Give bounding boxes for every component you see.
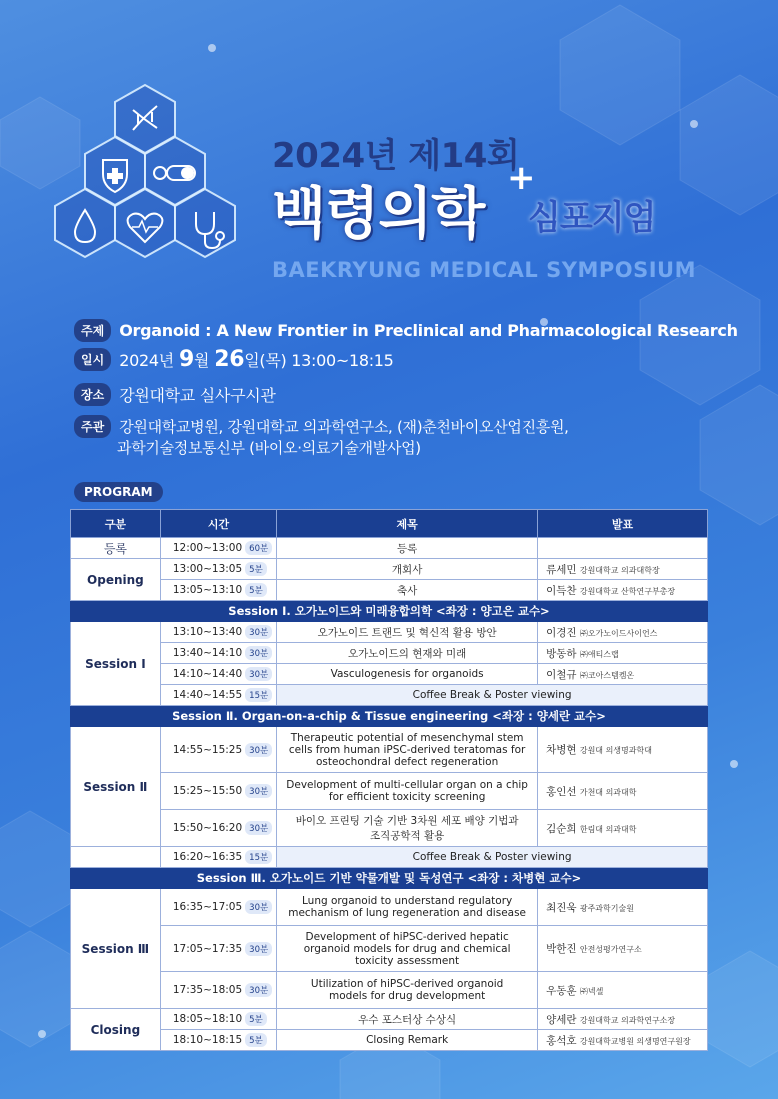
medical-icon-cluster <box>40 82 280 282</box>
presenter-affiliation: ㈜애티스랩 <box>579 649 619 659</box>
presenter-name: 홍인선 <box>546 785 577 798</box>
duration-badge: 30분 <box>245 784 272 798</box>
time-cell <box>160 538 276 559</box>
presenter-cell <box>538 889 708 926</box>
presenter-cell <box>538 1030 708 1051</box>
time-cell <box>160 643 276 664</box>
duration-badge: 30분 <box>245 743 272 757</box>
group-cell: Session Ⅲ <box>71 889 161 1009</box>
title-line: for efficient toxicity screening <box>328 791 486 803</box>
presenter-affiliation: 가천대 의과대학 <box>579 787 637 797</box>
title-year: 2024년 제14회 <box>272 136 520 176</box>
decor-dot <box>208 44 216 52</box>
host-line1: 강원대학교병원, 강원대학교 의과학연구소, (재)춘천바이오산업진흥원, <box>119 418 569 436</box>
title-line: Development of hiPSC-derived hepatic <box>305 930 509 943</box>
session-header-row <box>71 706 708 727</box>
duration-badge: 30분 <box>245 983 272 997</box>
table-row <box>71 810 708 847</box>
title-cell: 오가노이드 트랜드 및 혁신적 활용 방안 <box>277 622 538 643</box>
time-cell <box>160 559 276 580</box>
presenter-cell <box>538 810 708 847</box>
table-row <box>71 727 708 773</box>
presenter-affiliation: 광주과학기술원 <box>579 903 634 913</box>
decor-dot <box>690 120 698 128</box>
presenter-cell <box>538 622 708 643</box>
presenter-cell <box>538 664 708 685</box>
topic-value: Organoid : A New Frontier in Preclinical and Pharmacological Research <box>119 321 738 340</box>
time-cell <box>160 926 276 972</box>
program-tag: PROGRAM <box>74 482 163 502</box>
plus-icon: + <box>507 158 536 198</box>
time-text: 18:10~18:15 <box>172 1034 243 1046</box>
title-line: 바이오 프린팅 기술 기반 3차원 세포 배양 기법과 <box>295 815 519 827</box>
duration-badge: 5분 <box>245 1033 267 1047</box>
title-cell: 개회사 <box>277 559 538 580</box>
title-main: 백령의학 <box>272 182 485 247</box>
title-line: Lung organoid to understand regulatory <box>302 895 513 907</box>
presenter-name: 우동훈 <box>546 984 577 997</box>
duration-badge: 5분 <box>245 562 267 576</box>
title-cell <box>277 889 538 926</box>
presenter-name: 이득찬 <box>546 584 577 597</box>
presenter-affiliation: 강원대 의생명과학대 <box>579 746 652 755</box>
host-tag: 주관 <box>74 415 111 438</box>
presenter-name: 이경진 <box>546 626 577 639</box>
session-header-row <box>71 868 708 889</box>
break-cell: Coffee Break & Poster viewing <box>277 685 708 706</box>
topic-tag: 주제 <box>74 319 111 342</box>
duration-badge: 15분 <box>245 850 272 864</box>
place-tag: 장소 <box>74 383 111 406</box>
time-text: 13:40~14:10 <box>172 647 243 659</box>
title-cell: Vasculogenesis for organoids <box>277 664 538 685</box>
decor-dot <box>38 1030 46 1038</box>
time-text: 17:05~17:35 <box>172 942 243 955</box>
date-rest: 일(목) 13:00~18:15 <box>244 351 394 370</box>
presenter-affiliation: 강원대학교 산학연구부총장 <box>579 586 676 596</box>
table-row <box>71 773 708 810</box>
time-cell <box>160 889 276 926</box>
place-value: 강원대학교 실사구시관 <box>119 386 276 405</box>
session-header-row <box>71 601 708 622</box>
time-text: 18:05~18:10 <box>172 1013 243 1025</box>
group-cell <box>71 847 161 868</box>
title-cell: 축사 <box>277 580 538 601</box>
time-text: 16:35~17:05 <box>172 901 243 913</box>
title-line: Utilization of hiPSC-derived organoid <box>310 978 504 990</box>
group-cell: Session Ⅱ <box>71 727 161 847</box>
title-cell <box>277 727 538 773</box>
date-month-num: 9 <box>178 347 194 372</box>
presenter-cell <box>538 580 708 601</box>
presenter-name: 이철규 <box>546 668 577 681</box>
presenter-affiliation: ㈜오가노이드사이언스 <box>579 628 658 638</box>
time-text: 14:40~14:55 <box>172 689 243 701</box>
group-cell: Opening <box>71 559 161 601</box>
time-text: 15:50~16:20 <box>172 822 243 834</box>
presenter-name: 박한진 <box>546 943 577 955</box>
presenter-cell <box>538 926 708 972</box>
info-place <box>74 383 276 406</box>
title-line: toxicity assessment <box>355 954 460 967</box>
info-date <box>74 347 394 372</box>
duration-badge: 5분 <box>245 1012 267 1026</box>
title-english: BAEKRYUNG MEDICAL SYMPOSIUM <box>272 258 696 282</box>
title-cell: 등록 <box>277 538 538 559</box>
session-1-header: Session Ⅰ. 오가노이드와 미래융합의학 <좌장 : 양고은 교수> <box>71 601 708 622</box>
time-cell <box>160 727 276 773</box>
duration-badge: 30분 <box>245 821 272 835</box>
title-line: Therapeutic potential of mesenchymal stem <box>290 731 524 744</box>
table-row <box>71 685 708 706</box>
table-row <box>71 559 708 580</box>
title-cell: 우수 포스터상 수상식 <box>277 1009 538 1030</box>
table-row <box>71 538 708 559</box>
date-tag: 일시 <box>74 348 111 371</box>
presenter-affiliation: ㈜코아스템켐온 <box>579 670 635 680</box>
session-2-header: Session Ⅱ. Organ-on-a-chip & Tissue engineering <좌장 : 양세란 교수> <box>71 706 708 727</box>
header-presenter: 발표 <box>538 510 708 538</box>
time-cell <box>160 580 276 601</box>
title-cell <box>277 972 538 1009</box>
presenter-name: 김순희 <box>546 822 577 835</box>
break-cell: Coffee Break & Poster viewing <box>277 847 708 868</box>
date-year: 2024년 <box>119 351 174 370</box>
presenter-name: 양세란 <box>546 1013 577 1026</box>
title-line: Development of multi-cellular organ on a chip <box>286 779 528 791</box>
header-group: 구분 <box>71 510 161 538</box>
presenter-name: 류세민 <box>546 563 577 576</box>
duration-badge: 30분 <box>245 625 272 639</box>
presenter-affiliation: 한림대 의과대학 <box>579 824 637 834</box>
time-text: 16:20~16:35 <box>172 851 243 863</box>
time-text: 12:00~13:00 <box>172 542 243 554</box>
time-cell <box>160 664 276 685</box>
time-cell <box>160 810 276 847</box>
table-row <box>71 643 708 664</box>
time-cell <box>160 1030 276 1051</box>
presenter-name: 홍석호 <box>546 1034 577 1047</box>
title-line: osteochondral defect regeneration <box>316 755 499 768</box>
info-topic <box>74 319 738 342</box>
title-line: mechanism of lung regeneration and disease <box>288 907 527 919</box>
presenter-affiliation: 안전성평가연구소 <box>579 945 642 954</box>
presenter-affiliation: 강원대학교 의과대학장 <box>579 565 660 575</box>
presenter-cell <box>538 773 708 810</box>
title-sub: 심포지엄 <box>528 198 656 238</box>
time-cell <box>160 773 276 810</box>
time-text: 13:10~13:40 <box>172 626 243 638</box>
table-row <box>71 889 708 926</box>
title-line: organoid models for drug and chemical <box>303 942 511 955</box>
presenter-name: 방동하 <box>546 647 577 660</box>
table-header-row <box>71 510 708 538</box>
duration-badge: 15분 <box>245 688 272 702</box>
duration-badge: 5분 <box>245 583 267 597</box>
title-cell: Closing Remark <box>277 1030 538 1051</box>
program-table <box>70 509 708 1051</box>
info-host <box>74 415 569 438</box>
table-row <box>71 664 708 685</box>
time-cell <box>160 622 276 643</box>
header-time: 시간 <box>160 510 276 538</box>
presenter-affiliation: ㈜넥셀 <box>579 986 604 996</box>
time-cell <box>160 972 276 1009</box>
time-text: 13:00~13:05 <box>172 563 243 575</box>
presenter-cell <box>538 538 708 559</box>
title-line: cells from human iPSC-derived teratomas for <box>288 743 526 756</box>
group-cell: Session Ⅰ <box>71 622 161 706</box>
table-row <box>71 926 708 972</box>
time-text: 15:25~15:50 <box>172 785 243 797</box>
table-row <box>71 847 708 868</box>
group-cell: 등록 <box>71 538 161 559</box>
presenter-cell <box>538 727 708 773</box>
time-text: 14:55~15:25 <box>172 743 243 756</box>
presenter-cell <box>538 1009 708 1030</box>
time-text: 14:10~14:40 <box>172 668 243 680</box>
table-row <box>71 1030 708 1051</box>
session-3-header: Session Ⅲ. 오가노이드 기반 약물개발 및 독성연구 <좌장 : 차병현 교수> <box>71 868 708 889</box>
presenter-cell <box>538 559 708 580</box>
title-cell <box>277 773 538 810</box>
table-row <box>71 622 708 643</box>
time-text: 17:35~18:05 <box>172 984 243 996</box>
time-text: 13:05~13:10 <box>172 584 243 596</box>
group-cell: Closing <box>71 1009 161 1051</box>
presenter-name: 최진욱 <box>546 901 577 914</box>
duration-badge: 60분 <box>245 541 272 555</box>
title-cell <box>277 810 538 847</box>
presenter-affiliation: 강원대학교 의과학연구소장 <box>579 1015 676 1025</box>
time-cell <box>160 685 276 706</box>
title-line: 조직공학적 활용 <box>369 830 445 842</box>
table-row <box>71 972 708 1009</box>
duration-badge: 30분 <box>245 667 272 681</box>
header-title: 제목 <box>277 510 538 538</box>
date-day-num: 26 <box>214 347 245 372</box>
presenter-cell <box>538 643 708 664</box>
title-line: models for drug development <box>329 990 486 1002</box>
time-cell <box>160 1009 276 1030</box>
table-row <box>71 1009 708 1030</box>
date-month: 월 <box>193 351 210 370</box>
presenter-affiliation: 강원대학교병원 의생명연구원장 <box>579 1036 691 1046</box>
presenter-cell <box>538 972 708 1009</box>
time-cell <box>160 847 276 868</box>
duration-badge: 30분 <box>245 646 272 660</box>
duration-badge: 30분 <box>245 900 272 914</box>
table-row <box>71 580 708 601</box>
decor-dot <box>730 760 738 768</box>
duration-badge: 30분 <box>245 942 272 956</box>
presenter-name: 차병현 <box>546 744 577 756</box>
host-line2: 과학기술정보통신부 (바이오·의료기술개발사업) <box>117 439 421 457</box>
title-cell: 오가노이드의 현재와 미래 <box>277 643 538 664</box>
title-cell <box>277 926 538 972</box>
